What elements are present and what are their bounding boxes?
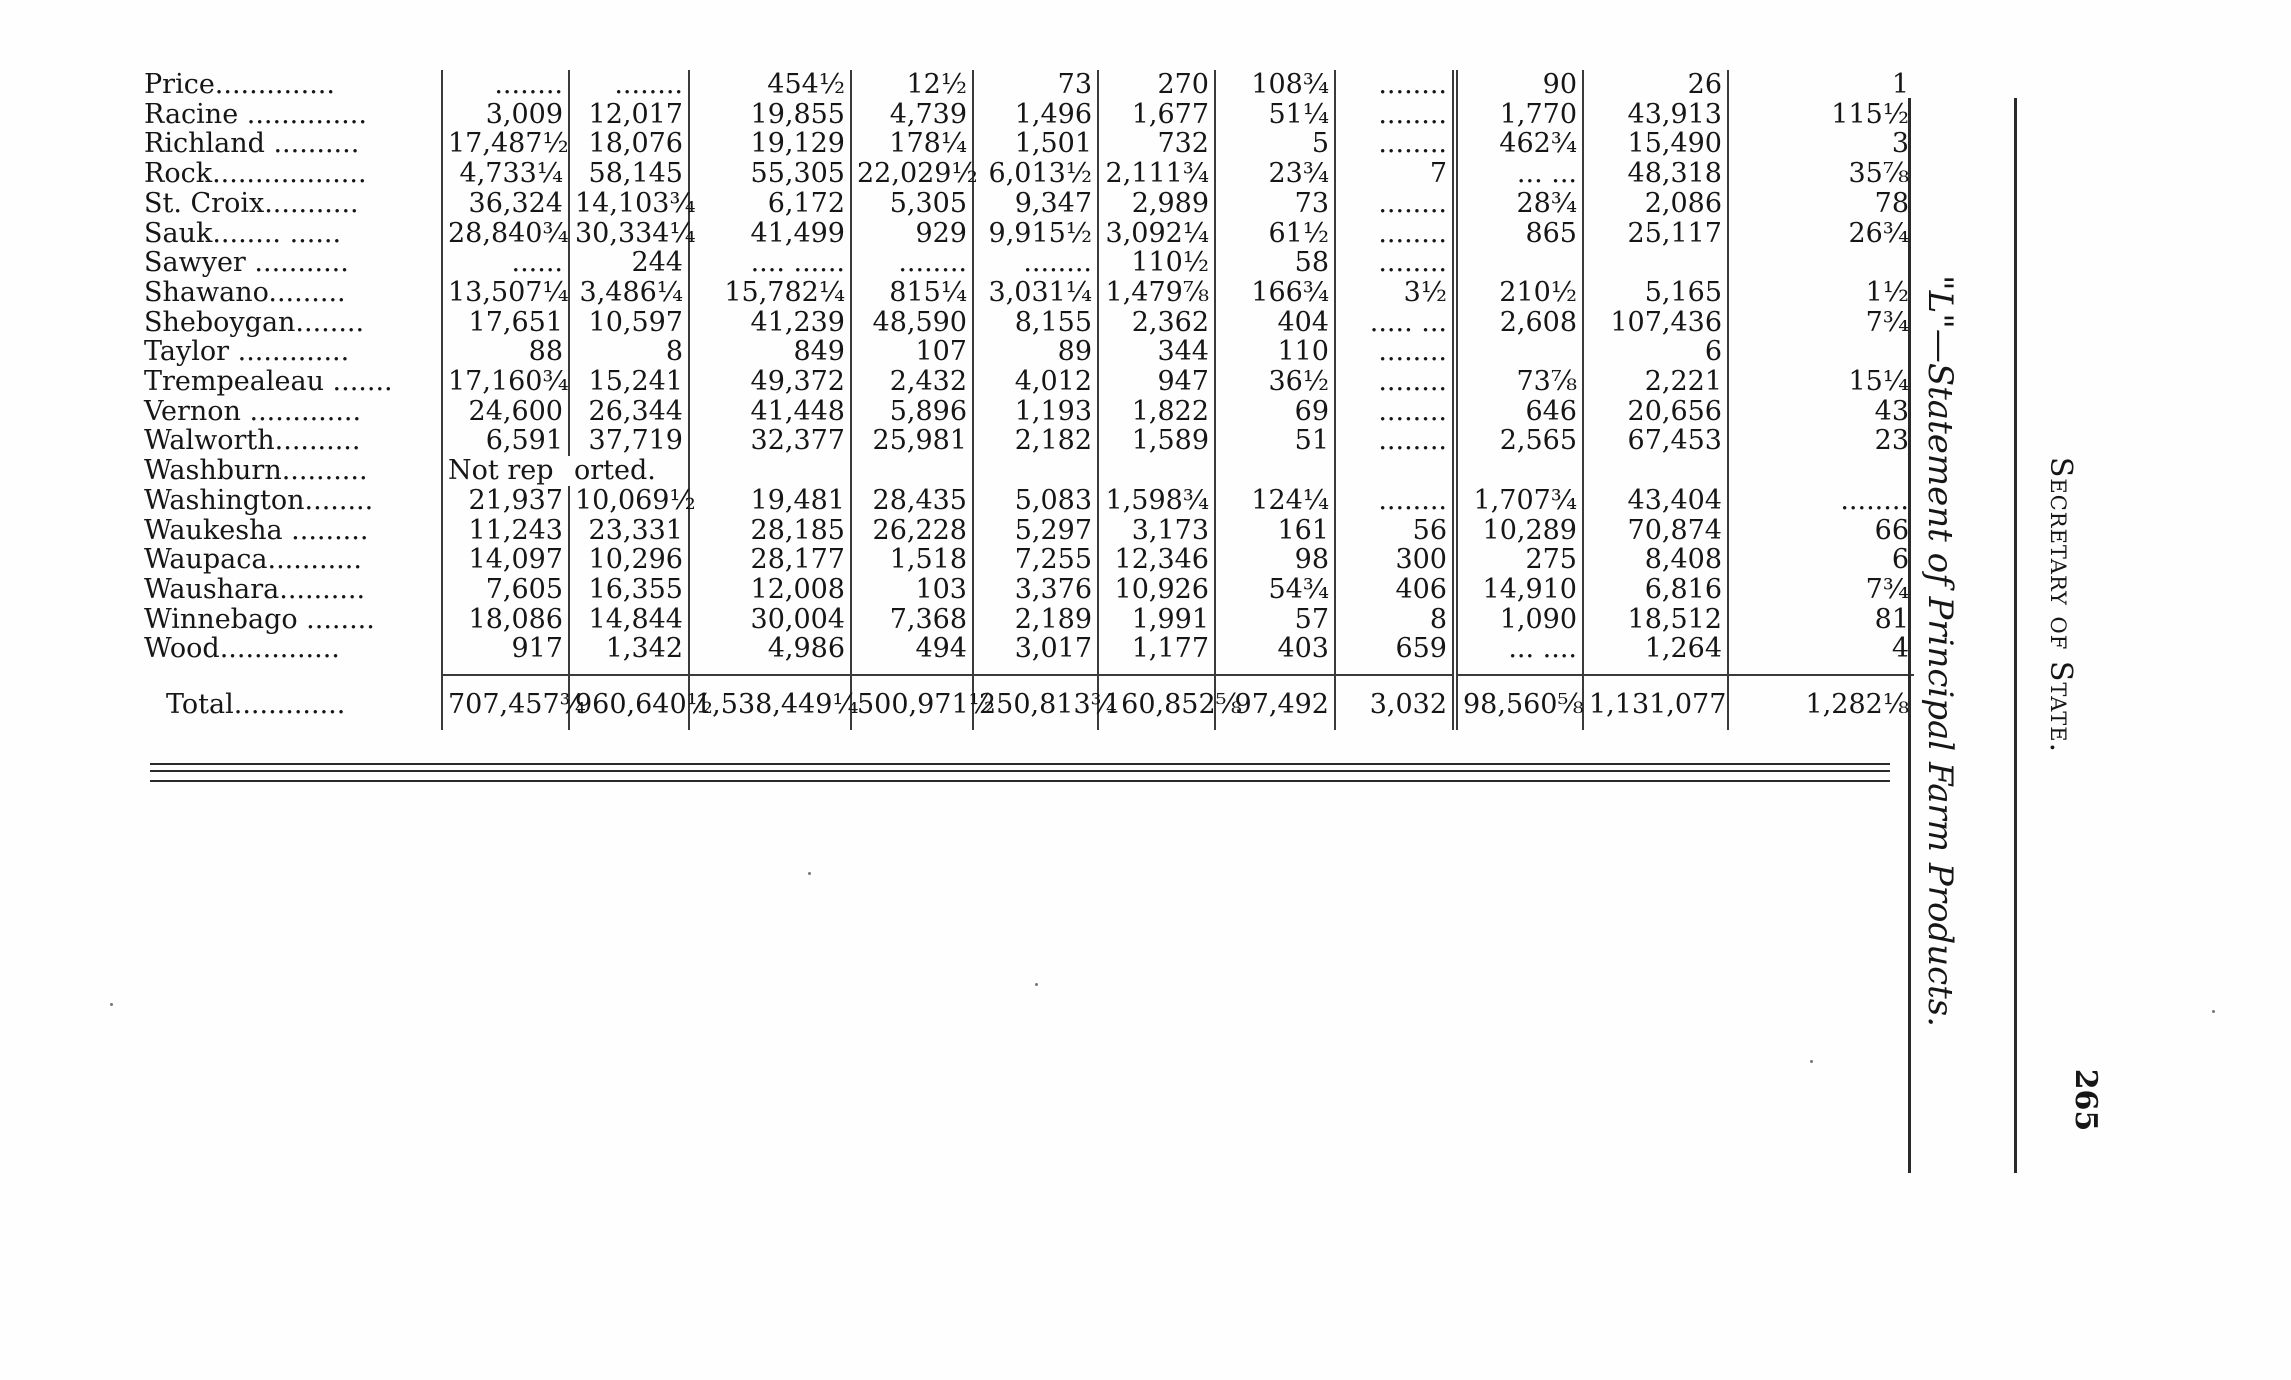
cell-col-4: 28,435 — [851, 486, 973, 516]
county-name: Price.............. — [144, 69, 335, 100]
table-bottom-rule — [150, 763, 1890, 765]
cell-col-6: 10,926 — [1098, 575, 1215, 605]
cell-col-9: 275 — [1455, 545, 1583, 575]
cell-col-3 — [689, 456, 851, 486]
cell-col-10 — [1583, 248, 1728, 278]
cell-col-7 — [1215, 456, 1335, 486]
cell-col-10: 18,512 — [1583, 605, 1728, 635]
cell-col-2: 18,076 — [569, 129, 689, 159]
cell-col-8: ........ — [1335, 397, 1455, 427]
table-row — [144, 456, 1914, 486]
cell-col-7: 69 — [1215, 397, 1335, 427]
table-row — [144, 189, 1914, 219]
cell-col-6: 270 — [1098, 70, 1215, 100]
cell-col-8: 56 — [1335, 516, 1455, 546]
cell-col-5: 6,013½ — [973, 159, 1098, 189]
table-row — [144, 545, 1914, 575]
cell-col-11: 1½ — [1728, 278, 1914, 308]
cell-col-7: 51 — [1215, 426, 1335, 456]
cell-col-10: 1,131,077 — [1583, 675, 1728, 730]
cell-col-8: ..... ... — [1335, 308, 1455, 338]
cell-col-4: 12½ — [851, 70, 973, 100]
county-name: Washburn.......... — [144, 455, 368, 487]
cell-col-9: 462¾ — [1455, 129, 1583, 159]
county-name: Sheboygan........ — [144, 306, 365, 338]
county-name: Walworth.......... — [144, 425, 361, 457]
cell-col-4: 5,305 — [851, 189, 973, 219]
cell-col-5: 1,496 — [973, 100, 1098, 130]
cell-col-4: 22,029½ — [851, 159, 973, 189]
cell-col-2: 58,145 — [569, 159, 689, 189]
paper-speck — [110, 1003, 113, 1006]
cell-col-8: 7 — [1335, 159, 1455, 189]
cell-col-7: 51¼ — [1215, 100, 1335, 130]
cell-col-10: 5,165 — [1583, 278, 1728, 308]
cell-col-6: 2,111¾ — [1098, 159, 1215, 189]
cell-col-5 — [973, 456, 1098, 486]
cell-col-2: 960,640½ — [569, 675, 689, 730]
cell-col-10: 67,453 — [1583, 426, 1728, 456]
cell-col-5: 9,915½ — [973, 219, 1098, 249]
cell-col-1: 17,160¾ — [442, 367, 569, 397]
table-row — [144, 367, 1914, 397]
cell-col-2: 26,344 — [569, 397, 689, 427]
cell-col-2: 10,597 — [569, 308, 689, 338]
table-title: "L"—Statement of Principal Farm Products. — [1920, 275, 1960, 1028]
cell-col-11: 66 — [1728, 516, 1914, 546]
cell-col-2: 12,017 — [569, 100, 689, 130]
cell-col-10: 43,913 — [1583, 100, 1728, 130]
cell-col-8: 8 — [1335, 605, 1455, 635]
cell-col-6: 12,346 — [1098, 545, 1215, 575]
cell-col-8: ........ — [1335, 189, 1455, 219]
table-row — [144, 308, 1914, 338]
cell-col-7: 124¼ — [1215, 486, 1335, 516]
cell-col-2: ........ — [569, 70, 689, 100]
table-row — [144, 397, 1914, 427]
cell-col-1: 707,457¾ — [442, 675, 569, 730]
cell-col-2: 10,069½ — [569, 486, 689, 516]
cell-col-6: 160,852⅝ — [1098, 675, 1215, 730]
cell-col-8: ........ — [1335, 70, 1455, 100]
cell-col-9: 646 — [1455, 397, 1583, 427]
table-row — [144, 337, 1914, 367]
cell-col-6: 732 — [1098, 129, 1215, 159]
cell-col-5: 73 — [973, 70, 1098, 100]
cell-col-3: 19,855 — [689, 100, 851, 130]
cell-col-2: orted. — [574, 455, 656, 487]
cell-col-6: 1,598¾ — [1098, 486, 1215, 516]
cell-col-9: ... ... — [1455, 159, 1583, 189]
table-row — [144, 70, 1914, 100]
cell-col-11: 23 — [1728, 426, 1914, 456]
cell-col-8: 3,032 — [1335, 675, 1455, 730]
cell-col-5: 4,012 — [973, 367, 1098, 397]
cell-col-8: ........ — [1335, 426, 1455, 456]
cell-col-11: ........ — [1728, 486, 1914, 516]
cell-col-7: 97,492 — [1215, 675, 1335, 730]
cell-col-5: 1,193 — [973, 397, 1098, 427]
cell-col-11 — [1728, 337, 1914, 367]
cell-col-4: 2,432 — [851, 367, 973, 397]
cell-col-8: 3½ — [1335, 278, 1455, 308]
cell-col-2: 37,719 — [569, 426, 689, 456]
cell-col-3: 1,538,449¼ — [689, 675, 851, 730]
county-name: Richland .......... — [144, 128, 360, 160]
cell-col-1: 3,009 — [442, 100, 569, 130]
cell-col-5: 7,255 — [973, 545, 1098, 575]
cell-col-9 — [1455, 248, 1583, 278]
running-head: Secretary of State. — [2043, 456, 2078, 754]
county-name: Racine .............. — [144, 98, 367, 130]
table-row — [144, 248, 1914, 278]
cell-col-11: 3 — [1728, 129, 1914, 159]
cell-col-5: 250,813¾ — [973, 675, 1098, 730]
county-name: Taylor ............. — [144, 336, 350, 368]
cell-col-3: .... ...... — [689, 248, 851, 278]
cell-col-4: 107 — [851, 337, 973, 367]
cell-col-7: 58 — [1215, 248, 1335, 278]
cell-col-7: 61½ — [1215, 219, 1335, 249]
cell-col-6: 1,991 — [1098, 605, 1215, 635]
cell-col-3: 28,185 — [689, 516, 851, 546]
cell-col-10: 20,656 — [1583, 397, 1728, 427]
county-name: Trempealeau ....... — [144, 366, 393, 398]
cell-col-9: 2,565 — [1455, 426, 1583, 456]
county-name: Winnebago ........ — [144, 603, 375, 635]
cell-col-4: 494 — [851, 634, 973, 664]
table-row — [144, 634, 1914, 664]
cell-col-10: 48,318 — [1583, 159, 1728, 189]
cell-col-7: 54¾ — [1215, 575, 1335, 605]
cell-col-5: 89 — [973, 337, 1098, 367]
cell-col-5: 9,347 — [973, 189, 1098, 219]
paper-speck — [2212, 1010, 2215, 1013]
cell-col-5: 5,297 — [973, 516, 1098, 546]
county-name: Sawyer ........... — [144, 247, 349, 279]
cell-col-11: 7¾ — [1728, 575, 1914, 605]
cell-col-1: 24,600 — [442, 397, 569, 427]
cell-col-11: 4 — [1728, 634, 1914, 664]
table-bottom-rule — [150, 780, 1890, 782]
cell-col-1: 17,487½ — [442, 129, 569, 159]
cell-col-4: 1,518 — [851, 545, 973, 575]
cell-col-1: Not rep — [442, 456, 569, 486]
cell-col-7: 5 — [1215, 129, 1335, 159]
cell-col-5: 3,376 — [973, 575, 1098, 605]
county-name: Rock.................. — [144, 158, 367, 190]
cell-col-1: 21,937 — [442, 486, 569, 516]
cell-col-5: 2,182 — [973, 426, 1098, 456]
cell-col-1: 36,324 — [442, 189, 569, 219]
cell-col-1: 88 — [442, 337, 569, 367]
cell-col-10: 15,490 — [1583, 129, 1728, 159]
cell-col-9: ... .... — [1455, 634, 1583, 664]
cell-col-9: 2,608 — [1455, 308, 1583, 338]
cell-col-11: 81 — [1728, 605, 1914, 635]
cell-col-1: 7,605 — [442, 575, 569, 605]
farm-products-table — [144, 70, 1914, 730]
cell-col-8: ........ — [1335, 248, 1455, 278]
cell-col-8: 406 — [1335, 575, 1455, 605]
cell-col-10: 6,816 — [1583, 575, 1728, 605]
county-name: St. Croix........... — [144, 187, 359, 219]
cell-col-3: 28,177 — [689, 545, 851, 575]
cell-col-11: 115½ — [1728, 100, 1914, 130]
cell-col-1: 28,840¾ — [442, 219, 569, 249]
cell-col-2: 14,103¾ — [569, 189, 689, 219]
county-name: Waushara.......... — [144, 573, 366, 605]
cell-col-9: 1,770 — [1455, 100, 1583, 130]
cell-col-3: 849 — [689, 337, 851, 367]
cell-col-7: 404 — [1215, 308, 1335, 338]
cell-col-10: 26 — [1583, 70, 1728, 100]
cell-col-10: 2,221 — [1583, 367, 1728, 397]
cell-col-11: 6 — [1728, 545, 1914, 575]
cell-col-5: 1,501 — [973, 129, 1098, 159]
cell-col-2: 30,334¼ — [569, 219, 689, 249]
cell-col-6: 1,589 — [1098, 426, 1215, 456]
cell-col-5: 8,155 — [973, 308, 1098, 338]
cell-col-7: 110 — [1215, 337, 1335, 367]
cell-col-7: 36½ — [1215, 367, 1335, 397]
cell-col-6: 2,362 — [1098, 308, 1215, 338]
cell-col-11: 78 — [1728, 189, 1914, 219]
cell-col-9: 10,289 — [1455, 516, 1583, 546]
cell-col-7: 161 — [1215, 516, 1335, 546]
cell-col-2: 1,342 — [569, 634, 689, 664]
cell-col-6 — [1098, 456, 1215, 486]
cell-col-8: ........ — [1335, 100, 1455, 130]
cell-col-4: 929 — [851, 219, 973, 249]
cell-col-3: 19,481 — [689, 486, 851, 516]
county-name: Vernon ............. — [144, 395, 362, 427]
cell-col-6: 947 — [1098, 367, 1215, 397]
cell-col-11: 15¼ — [1728, 367, 1914, 397]
cell-col-4: 103 — [851, 575, 973, 605]
cell-col-9: 1,090 — [1455, 605, 1583, 635]
cell-col-9: 865 — [1455, 219, 1583, 249]
cell-col-6: 2,989 — [1098, 189, 1215, 219]
cell-col-4: 815¼ — [851, 278, 973, 308]
cell-col-11 — [1728, 248, 1914, 278]
cell-col-3: 454½ — [689, 70, 851, 100]
cell-col-7: 403 — [1215, 634, 1335, 664]
cell-col-10 — [1583, 456, 1728, 486]
cell-col-4 — [851, 456, 973, 486]
cell-col-10: 25,117 — [1583, 219, 1728, 249]
cell-col-6: 344 — [1098, 337, 1215, 367]
table-row — [144, 278, 1914, 308]
cell-col-9: 1,707¾ — [1455, 486, 1583, 516]
cell-col-9: 90 — [1455, 70, 1583, 100]
table-bottom-rule — [150, 770, 1890, 772]
cell-col-3: 6,172 — [689, 189, 851, 219]
cell-col-3: 15,782¼ — [689, 278, 851, 308]
county-name: Washington........ — [144, 484, 374, 516]
margin-rule — [2014, 98, 2017, 1173]
cell-col-1: 4,733¼ — [442, 159, 569, 189]
cell-col-2: 14,844 — [569, 605, 689, 635]
cell-col-3: 19,129 — [689, 129, 851, 159]
county-name: Waukesha ......... — [144, 514, 369, 546]
cell-col-1: 917 — [442, 634, 569, 664]
cell-col-3: 41,239 — [689, 308, 851, 338]
cell-col-9 — [1455, 337, 1583, 367]
table-row — [144, 159, 1914, 189]
cell-col-4: 4,739 — [851, 100, 973, 130]
cell-col-6: 1,177 — [1098, 634, 1215, 664]
cell-col-4: 25,981 — [851, 426, 973, 456]
table-row — [144, 486, 1914, 516]
cell-col-6: 1,479⅞ — [1098, 278, 1215, 308]
cell-col-7: 166¾ — [1215, 278, 1335, 308]
cell-col-9: 210½ — [1455, 278, 1583, 308]
cell-col-4: 48,590 — [851, 308, 973, 338]
cell-col-11: 7¾ — [1728, 308, 1914, 338]
cell-col-9: 14,910 — [1455, 575, 1583, 605]
cell-col-2: 10,296 — [569, 545, 689, 575]
cell-col-8: ........ — [1335, 219, 1455, 249]
cell-col-3: 55,305 — [689, 159, 851, 189]
cell-col-5: 3,017 — [973, 634, 1098, 664]
cell-col-10: 8,408 — [1583, 545, 1728, 575]
cell-col-4: 178¼ — [851, 129, 973, 159]
total-label: Total............. — [166, 688, 346, 720]
cell-col-10: 2,086 — [1583, 189, 1728, 219]
cell-col-9: 73⅞ — [1455, 367, 1583, 397]
county-name: Wood.............. — [144, 633, 340, 665]
cell-col-6: 1,677 — [1098, 100, 1215, 130]
cell-col-8: ........ — [1335, 367, 1455, 397]
cell-col-9: 28¾ — [1455, 189, 1583, 219]
paper-speck — [808, 872, 811, 875]
county-name: Waupaca........... — [144, 544, 362, 576]
cell-col-2: 244 — [569, 248, 689, 278]
cell-col-11: 1,282⅛ — [1728, 675, 1914, 730]
cell-col-5: 5,083 — [973, 486, 1098, 516]
cell-col-3: 41,499 — [689, 219, 851, 249]
cell-col-10: 43,404 — [1583, 486, 1728, 516]
cell-col-10: 70,874 — [1583, 516, 1728, 546]
cell-col-11: 1 — [1728, 70, 1914, 100]
table-row — [144, 426, 1914, 456]
cell-col-2: 23,331 — [569, 516, 689, 546]
cell-col-11: 26¾ — [1728, 219, 1914, 249]
cell-col-6: 1,822 — [1098, 397, 1215, 427]
cell-col-3: 12,008 — [689, 575, 851, 605]
cell-col-7: 73 — [1215, 189, 1335, 219]
cell-col-6: 3,092¼ — [1098, 219, 1215, 249]
table-row — [144, 516, 1914, 546]
cell-col-11: 35⅞ — [1728, 159, 1914, 189]
table-row — [144, 100, 1914, 130]
cell-col-8: ........ — [1335, 486, 1455, 516]
cell-col-1: 11,243 — [442, 516, 569, 546]
table-row — [144, 575, 1914, 605]
cell-col-3: 49,372 — [689, 367, 851, 397]
cell-col-10: 1,264 — [1583, 634, 1728, 664]
cell-col-5: 2,189 — [973, 605, 1098, 635]
cell-col-4: ........ — [851, 248, 973, 278]
cell-col-8: ........ — [1335, 337, 1455, 367]
cell-col-1: 17,651 — [442, 308, 569, 338]
cell-col-3: 4,986 — [689, 634, 851, 664]
cell-col-2: 3,486¼ — [569, 278, 689, 308]
cell-col-1: 6,591 — [442, 426, 569, 456]
cell-col-7: 57 — [1215, 605, 1335, 635]
cell-col-2: 16,355 — [569, 575, 689, 605]
cell-col-1: 13,507¼ — [442, 278, 569, 308]
county-name: Shawano......... — [144, 276, 346, 308]
cell-col-1: 18,086 — [442, 605, 569, 635]
cell-col-10: 107,436 — [1583, 308, 1728, 338]
cell-col-8: ........ — [1335, 129, 1455, 159]
cell-col-9 — [1455, 456, 1583, 486]
cell-col-6: 3,173 — [1098, 516, 1215, 546]
cell-col-4: 5,896 — [851, 397, 973, 427]
total-row — [144, 675, 1914, 730]
cell-col-3: 30,004 — [689, 605, 851, 635]
cell-col-11 — [1728, 456, 1914, 486]
cell-col-5: ........ — [973, 248, 1098, 278]
cell-col-4: 7,368 — [851, 605, 973, 635]
cell-col-7: 98 — [1215, 545, 1335, 575]
table-row — [144, 219, 1914, 249]
cell-col-4: 500,971½ — [851, 675, 973, 730]
cell-col-7: 23¾ — [1215, 159, 1335, 189]
cell-col-1: ...... — [442, 248, 569, 278]
county-name: Sauk........ ...... — [144, 217, 342, 249]
page-number: 265 — [2068, 1068, 2103, 1132]
margin-rule — [1908, 98, 1911, 1173]
table-row — [144, 605, 1914, 635]
cell-col-8: 300 — [1335, 545, 1455, 575]
cell-col-5: 3,031¼ — [973, 278, 1098, 308]
cell-col-1: ........ — [442, 70, 569, 100]
paper-speck — [1810, 1060, 1813, 1063]
cell-col-8: 659 — [1335, 634, 1455, 664]
cell-col-4: 26,228 — [851, 516, 973, 546]
cell-col-7: 108¾ — [1215, 70, 1335, 100]
cell-col-3: 32,377 — [689, 426, 851, 456]
total-rule — [144, 664, 1914, 675]
cell-col-11: 43 — [1728, 397, 1914, 427]
cell-col-9: 98,560⅝ — [1455, 675, 1583, 730]
cell-col-8 — [1335, 456, 1455, 486]
cell-col-6: 110½ — [1098, 248, 1215, 278]
cell-col-3: 41,448 — [689, 397, 851, 427]
table-row — [144, 129, 1914, 159]
cell-col-2: 15,241 — [569, 367, 689, 397]
paper-speck — [1035, 983, 1038, 986]
cell-col-2: 8 — [569, 337, 689, 367]
cell-col-10: 6 — [1583, 337, 1728, 367]
cell-col-1: 14,097 — [442, 545, 569, 575]
